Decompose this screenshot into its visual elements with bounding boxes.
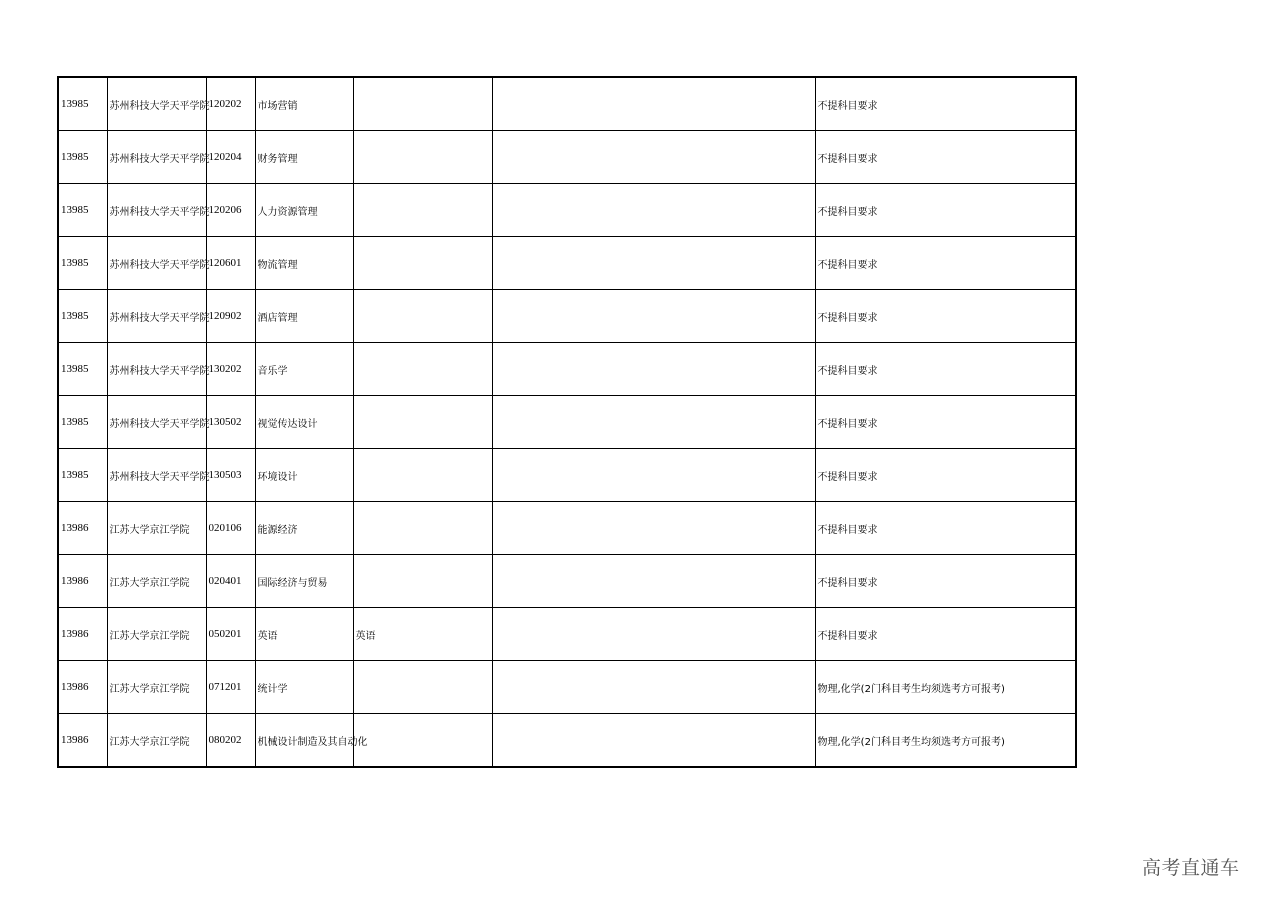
- language-cell: [353, 502, 492, 555]
- major-code-cell: 020401: [206, 555, 255, 608]
- major-code-cell: 080202: [206, 714, 255, 768]
- table-row: [58, 343, 1076, 396]
- school-code-cell: 13985: [58, 184, 107, 237]
- table-row: [58, 449, 1076, 502]
- language-cell: [353, 449, 492, 502]
- watermark-text: 高考直通车: [1142, 857, 1240, 879]
- note-cell: [492, 396, 815, 449]
- major-name-cell: 财务管理: [255, 131, 353, 184]
- subject-requirement-cell: 不提科目要求: [815, 343, 1076, 396]
- note-cell: [492, 77, 815, 131]
- language-cell: [353, 555, 492, 608]
- major-name-cell: 音乐学: [255, 343, 353, 396]
- language-cell: [353, 714, 492, 768]
- school-code-cell: 13986: [58, 502, 107, 555]
- subject-requirement-cell: 不提科目要求: [815, 396, 1076, 449]
- school-name-cell: 江苏大学京江学院: [107, 661, 206, 714]
- major-name-cell: 物流管理: [255, 237, 353, 290]
- subject-requirement-cell: 不提科目要求: [815, 290, 1076, 343]
- major-code-cell: 120601: [206, 237, 255, 290]
- note-cell: [492, 555, 815, 608]
- major-code-cell: 120204: [206, 131, 255, 184]
- table-body: [58, 77, 1076, 767]
- major-name-cell: 英语: [255, 608, 353, 661]
- table-row: [58, 237, 1076, 290]
- school-code-cell: 13985: [58, 131, 107, 184]
- table-row: [58, 714, 1076, 768]
- language-cell: [353, 237, 492, 290]
- school-name-cell: 苏州科技大学天平学院: [107, 131, 206, 184]
- note-cell: [492, 608, 815, 661]
- school-code-cell: 13986: [58, 555, 107, 608]
- language-cell: [353, 343, 492, 396]
- table-row: [58, 661, 1076, 714]
- major-code-cell: 130503: [206, 449, 255, 502]
- major-name-cell: 能源经济: [255, 502, 353, 555]
- major-code-cell: 020106: [206, 502, 255, 555]
- major-code-cell: 120902: [206, 290, 255, 343]
- school-code-cell: 13985: [58, 449, 107, 502]
- table-row: [58, 608, 1076, 661]
- language-cell: [353, 77, 492, 131]
- table-row: [58, 502, 1076, 555]
- note-cell: [492, 661, 815, 714]
- language-cell: [353, 661, 492, 714]
- subject-requirement-cell: 不提科目要求: [815, 449, 1076, 502]
- table-row: [58, 555, 1076, 608]
- language-cell: [353, 131, 492, 184]
- major-name-cell: 机械设计制造及其自动化: [255, 714, 353, 768]
- subject-requirement-cell: 不提科目要求: [815, 608, 1076, 661]
- subject-requirement-cell: 不提科目要求: [815, 184, 1076, 237]
- school-name-cell: 苏州科技大学天平学院: [107, 184, 206, 237]
- major-code-cell: 050201: [206, 608, 255, 661]
- major-name-cell: 视觉传达设计: [255, 396, 353, 449]
- school-code-cell: 13985: [58, 290, 107, 343]
- major-name-cell: 环境设计: [255, 449, 353, 502]
- school-name-cell: 江苏大学京江学院: [107, 608, 206, 661]
- language-cell: [353, 184, 492, 237]
- school-name-cell: 江苏大学京江学院: [107, 502, 206, 555]
- school-code-cell: 13986: [58, 714, 107, 768]
- major-name-cell: 市场营销: [255, 77, 353, 131]
- school-name-cell: 江苏大学京江学院: [107, 714, 206, 768]
- note-cell: [492, 714, 815, 768]
- school-name-cell: 苏州科技大学天平学院: [107, 343, 206, 396]
- note-cell: [492, 131, 815, 184]
- school-code-cell: 13985: [58, 396, 107, 449]
- table-row: [58, 290, 1076, 343]
- major-code-cell: 130202: [206, 343, 255, 396]
- language-cell: [353, 290, 492, 343]
- table-row: [58, 184, 1076, 237]
- school-code-cell: 13986: [58, 661, 107, 714]
- subject-requirement-cell: 物理,化学(2门科目考生均须选考方可报考): [815, 714, 1076, 768]
- subject-requirement-cell: 不提科目要求: [815, 555, 1076, 608]
- school-code-cell: 13985: [58, 237, 107, 290]
- school-name-cell: 苏州科技大学天平学院: [107, 290, 206, 343]
- subject-requirement-cell: 不提科目要求: [815, 77, 1076, 131]
- school-code-cell: 13985: [58, 343, 107, 396]
- note-cell: [492, 237, 815, 290]
- major-code-cell: 130502: [206, 396, 255, 449]
- major-code-cell: 120202: [206, 77, 255, 131]
- note-cell: [492, 502, 815, 555]
- major-name-cell: 统计学: [255, 661, 353, 714]
- school-name-cell: 苏州科技大学天平学院: [107, 77, 206, 131]
- major-code-cell: 071201: [206, 661, 255, 714]
- subject-requirement-cell: 物理,化学(2门科目考生均须选考方可报考): [815, 661, 1076, 714]
- note-cell: [492, 290, 815, 343]
- major-name-cell: 国际经济与贸易: [255, 555, 353, 608]
- major-name-cell: 酒店管理: [255, 290, 353, 343]
- subject-requirement-cell: 不提科目要求: [815, 502, 1076, 555]
- school-name-cell: 苏州科技大学天平学院: [107, 237, 206, 290]
- note-cell: [492, 184, 815, 237]
- table-row: [58, 77, 1076, 131]
- school-name-cell: 江苏大学京江学院: [107, 555, 206, 608]
- school-name-cell: 苏州科技大学天平学院: [107, 449, 206, 502]
- language-cell: [353, 396, 492, 449]
- major-name-cell: 人力资源管理: [255, 184, 353, 237]
- subject-requirement-cell: 不提科目要求: [815, 131, 1076, 184]
- language-cell: 英语: [353, 608, 492, 661]
- subject-requirement-cell: 不提科目要求: [815, 237, 1076, 290]
- school-name-cell: 苏州科技大学天平学院: [107, 396, 206, 449]
- note-cell: [492, 343, 815, 396]
- school-code-cell: 13986: [58, 608, 107, 661]
- table-row: [58, 396, 1076, 449]
- admission-table: [57, 76, 1077, 768]
- school-code-cell: 13985: [58, 77, 107, 131]
- table-row: [58, 131, 1076, 184]
- major-code-cell: 120206: [206, 184, 255, 237]
- note-cell: [492, 449, 815, 502]
